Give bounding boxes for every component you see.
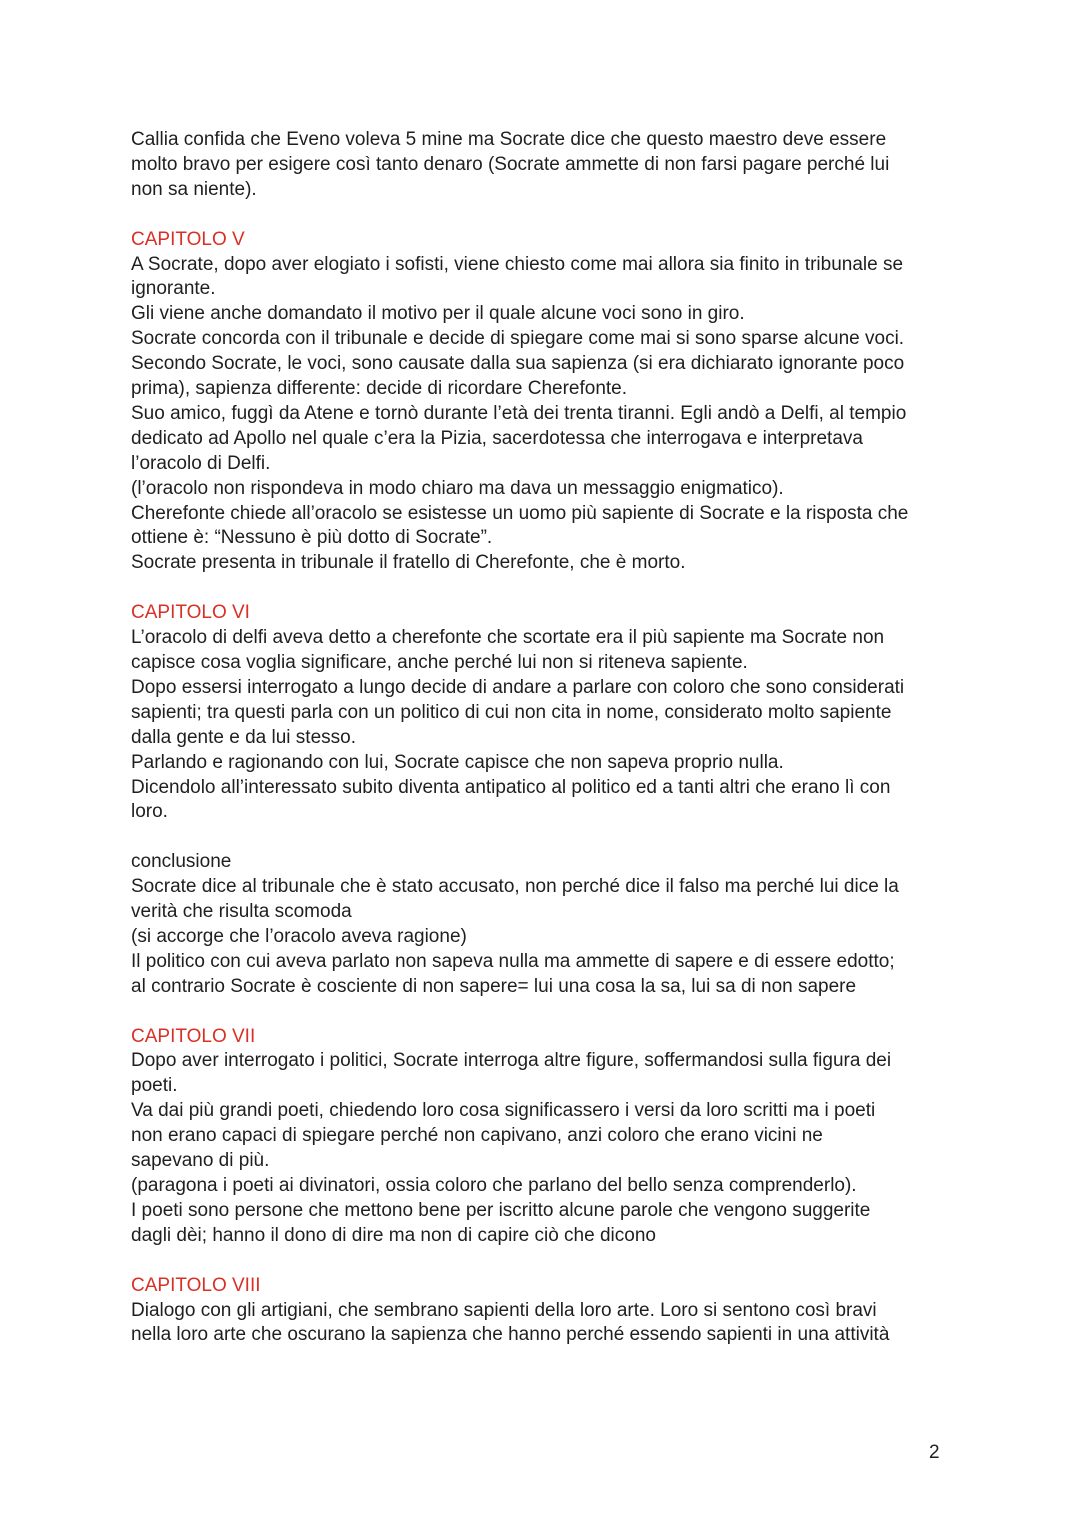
text-line: L’oracolo di delfi aveva detto a cherefonte che scortate era il più sapiente ma Socrate non (131, 627, 885, 649)
text-line: poeti. (131, 1075, 178, 1097)
paragraph (131, 1049, 961, 1248)
text-line: Dopo essersi interrogato a lungo decide di andare a parlare con coloro che sono considerati (131, 676, 905, 698)
text-line: Socrate concorda con il tribunale e decide di spiegare come mai si sono sparse alcune voci. (131, 328, 905, 350)
chapter-heading: CAPITOLO VIII (131, 1274, 261, 1296)
text-line: Gli viene anche domandato il motivo per il quale alcune voci sono in giro. (131, 303, 745, 325)
text-line: Secondo Socrate, le voci, sono causate dalla sua sapienza (si era dichiarato ignorante poco (131, 353, 905, 375)
text-line: non sa niente). (131, 178, 257, 200)
paragraph (131, 850, 961, 999)
paragraph (131, 253, 961, 577)
text-line: Va dai più grandi poeti, chiedendo loro cosa significassero i versi da loro scritti ma i poeti (131, 1100, 876, 1122)
text-line: dedicato ad Apollo nel quale c’era la Pizia, sacerdotessa che interrogava e interpretava (131, 427, 863, 449)
chapter-heading: CAPITOLO V (131, 228, 245, 250)
text-line: conclusione (131, 851, 232, 873)
text-line: Dopo aver interrogato i politici, Socrate interroga altre figure, soffermandosi sulla figura dei (131, 1050, 892, 1072)
text-line: I poeti sono persone che mettono bene per iscritto alcune parole che vengono suggerite (131, 1199, 871, 1221)
paragraph-gap (131, 576, 961, 601)
text-line: non erano capaci di spiegare perché non capivano, anzi coloro che erano vicini ne (131, 1125, 823, 1147)
document-page (131, 128, 961, 1348)
text-line: Suo amico, fuggì da Atene e tornò durante l’età dei trenta tiranni. Egli andò a Delfi, al tempio (131, 402, 907, 424)
paragraph (131, 1299, 961, 1349)
text-line: verità che risulta scomoda (131, 901, 352, 923)
text-line: (si accorge che l’oracolo aveva ragione) (131, 925, 467, 947)
text-line: prima), sapienza differente: decide di ricordare Cherefonte. (131, 378, 628, 400)
text-line: loro. (131, 801, 168, 823)
chapter-heading: CAPITOLO VI (131, 602, 250, 624)
text-line: (l’oracolo non rispondeva in modo chiaro ma dava un messaggio enigmatico). (131, 477, 784, 499)
text-line: nella loro arte che oscurano la sapienza che hanno perché essendo sapienti in una attività (131, 1324, 890, 1346)
chapter-heading: CAPITOLO VII (131, 1025, 256, 1047)
text-line: Socrate dice al tribunale che è stato accusato, non perché dice il falso ma perché lui dice la (131, 876, 899, 898)
text-line: Dicendolo all’interessato subito diventa antipatico al politico ed a tanti altri che erano lì con (131, 776, 891, 798)
text-line: Parlando e ragionando con lui, Socrate capisce che non sapeva proprio nulla. (131, 751, 784, 773)
text-line: l’oracolo di Delfi. (131, 452, 271, 474)
text-line: Callia confida che Eveno voleva 5 mine ma Socrate dice che questo maestro deve essere (131, 129, 887, 150)
text-line: ottiene è: “Nessuno è più dotto di Socrate”. (131, 527, 493, 549)
text-line: ignorante. (131, 278, 216, 300)
text-line: al contrario Socrate è cosciente di non sapere= lui una cosa la sa, lui sa di non sapere (131, 975, 857, 997)
text-line: Socrate presenta in tribunale il fratello di Cherefonte, che è morto. (131, 552, 686, 574)
page-number: 2 (929, 1442, 940, 1463)
text-line: dalla gente e da lui stesso. (131, 726, 356, 748)
text-line: sapevano di più. (131, 1150, 270, 1172)
text-line: molto bravo per esigere così tanto denaro (Socrate ammette di non farsi pagare perché lui (131, 153, 890, 175)
paragraph (131, 626, 961, 825)
text-line: Dialogo con gli artigiani, che sembrano sapienti della loro arte. Loro si sentono così bravi (131, 1299, 877, 1321)
paragraph-gap (131, 203, 961, 228)
text-line: A Socrate, dopo aver elogiato i sofisti, viene chiesto come mai allora sia finito in tribunale se (131, 253, 904, 275)
paragraph-gap (131, 1249, 961, 1274)
text-line: sapienti; tra questi parla con un politico di cui non cita in nome, considerato molto sapiente (131, 701, 892, 723)
text-line: capisce cosa voglia significare, anche perché lui non si riteneva sapiente. (131, 652, 748, 673)
text-line: Cherefonte chiede all’oracolo se esistesse un uomo più sapiente di Socrate e la risposta che (131, 502, 909, 524)
text-line: dagli dèi; hanno il dono di dire ma non di capire ciò che dicono (131, 1224, 656, 1246)
paragraph-gap (131, 825, 961, 850)
paragraph (131, 128, 961, 203)
text-line: Il politico con cui aveva parlato non sapeva nulla ma ammette di sapere e di essere edotto; (131, 950, 895, 972)
text-line: (paragona i poeti ai divinatori, ossia coloro che parlano del bello senza comprenderlo). (131, 1175, 857, 1196)
paragraph-gap (131, 1000, 961, 1025)
